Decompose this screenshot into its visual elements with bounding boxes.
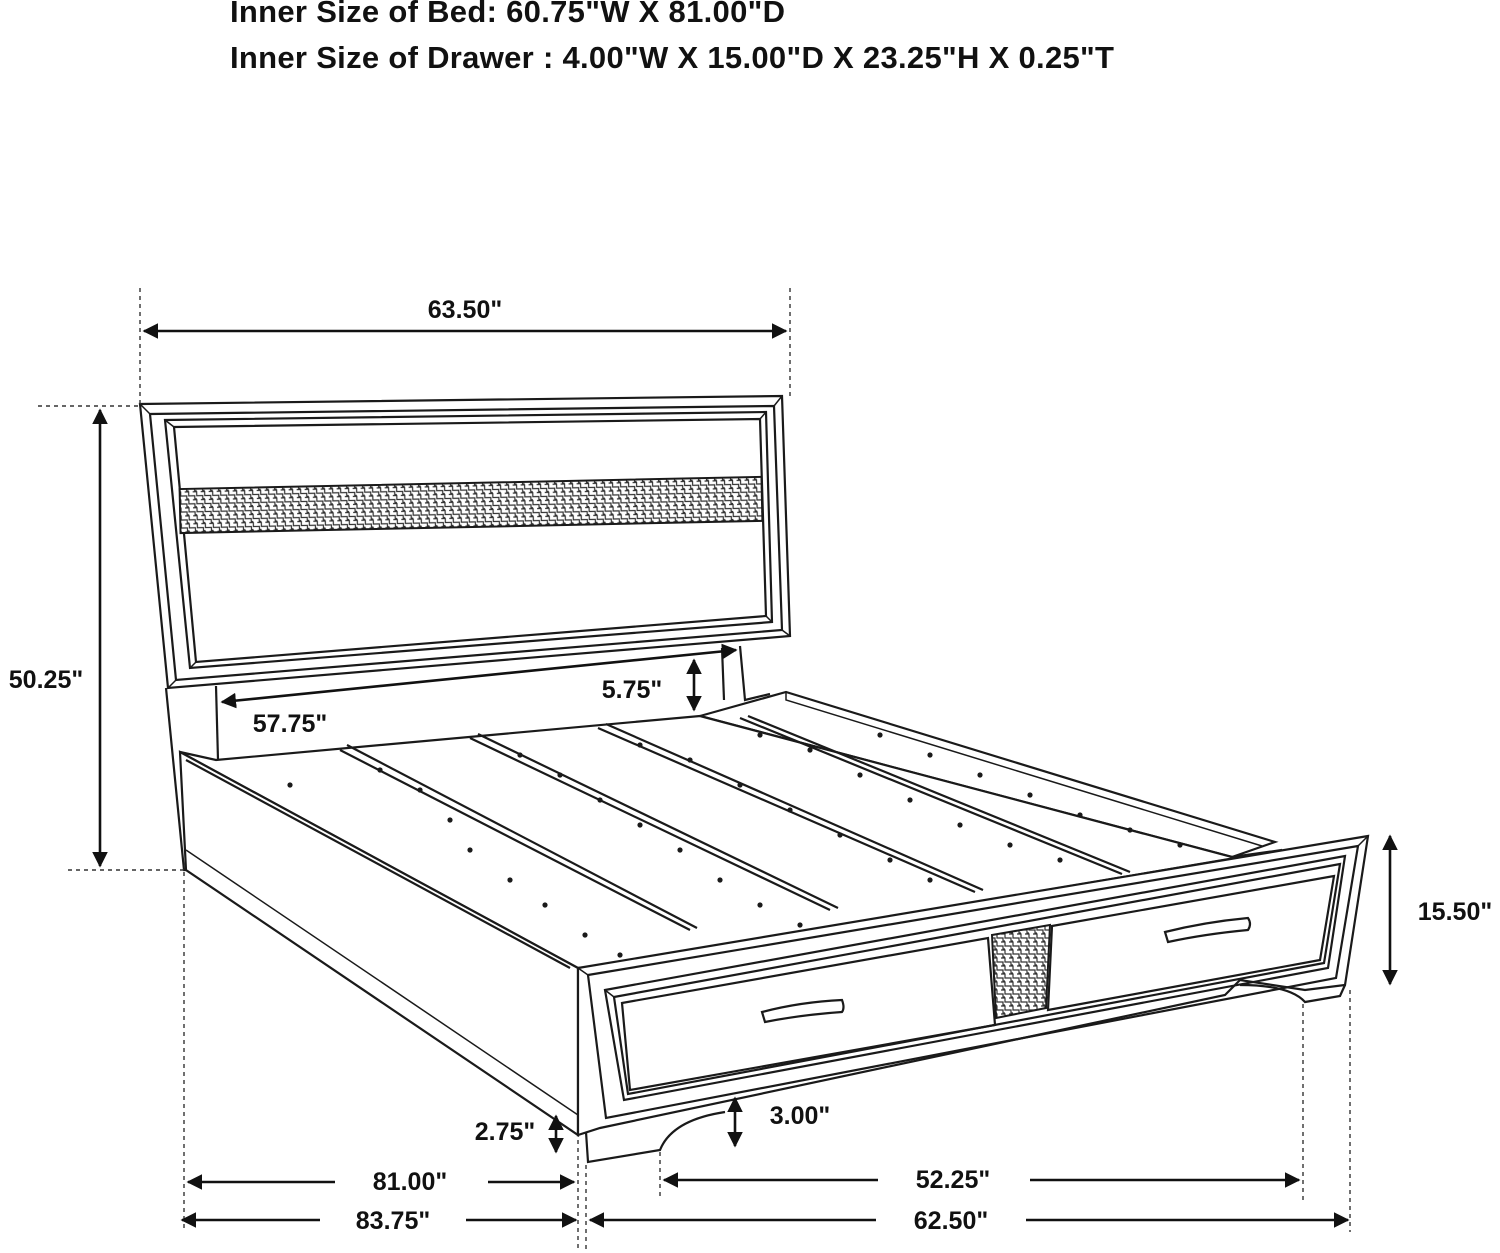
screw-hole	[637, 742, 642, 747]
screw-hole	[677, 847, 682, 852]
footboard-sparkle-insert	[992, 925, 1050, 1018]
screw-hole	[1027, 792, 1032, 797]
screw-hole	[737, 782, 742, 787]
headboard-width-label: 63.50"	[427, 296, 503, 324]
drawer-inner-size-spec: Inner Size of Drawer : 4.00"W X 15.00"D X 23.25"H X 0.25"T	[230, 40, 1115, 75]
screw-hole	[467, 847, 472, 852]
screw-hole	[857, 772, 862, 777]
screw-hole	[517, 752, 522, 757]
screw-hole	[887, 857, 892, 862]
screw-hole	[597, 797, 602, 802]
screw-hole	[907, 797, 912, 802]
screw-hole	[417, 787, 422, 792]
headboard-inner-width-label: 57.75"	[252, 710, 328, 738]
headboard-gap-label: 5.75"	[601, 676, 663, 704]
screw-hole	[1177, 842, 1182, 847]
screw-hole	[927, 877, 932, 882]
headboard-height-label: 50.25"	[8, 666, 84, 694]
screw-hole	[557, 772, 562, 777]
screw-hole	[542, 902, 547, 907]
footboard-clearance-label: 3.00"	[769, 1102, 831, 1130]
screw-hole	[1077, 812, 1082, 817]
footboard-height-label: 15.50"	[1417, 898, 1493, 926]
screw-hole	[447, 817, 452, 822]
screw-hole	[797, 922, 802, 927]
screw-hole	[637, 822, 642, 827]
screw-hole	[927, 752, 932, 757]
screw-hole	[507, 877, 512, 882]
screw-hole	[377, 767, 382, 772]
bed-inner-size-spec: Inner Size of Bed: 60.75"W X 81.00"D	[230, 0, 786, 29]
screw-hole	[757, 732, 762, 737]
screw-hole	[1057, 857, 1062, 862]
outer-footboard-width-label: 62.50"	[913, 1207, 989, 1235]
screw-hole	[787, 807, 792, 812]
screw-hole	[582, 932, 587, 937]
side-rail-clearance-label: 2.75"	[474, 1118, 536, 1146]
screw-hole	[1127, 827, 1132, 832]
screw-hole	[617, 952, 622, 957]
inner-footboard-width-label: 52.25"	[915, 1166, 991, 1194]
screw-hole	[957, 822, 962, 827]
screw-hole	[757, 902, 762, 907]
screw-hole	[687, 757, 692, 762]
screw-hole	[1007, 842, 1012, 847]
bed-illustration	[140, 396, 1368, 1162]
outer-length-label: 83.75"	[355, 1207, 431, 1235]
inner-length-label: 81.00"	[372, 1168, 448, 1196]
screw-hole	[977, 772, 982, 777]
screw-hole	[877, 732, 882, 737]
screw-hole	[287, 782, 292, 787]
screw-hole	[807, 747, 812, 752]
headboard	[140, 396, 790, 688]
screw-hole	[837, 832, 842, 837]
screw-hole	[717, 877, 722, 882]
